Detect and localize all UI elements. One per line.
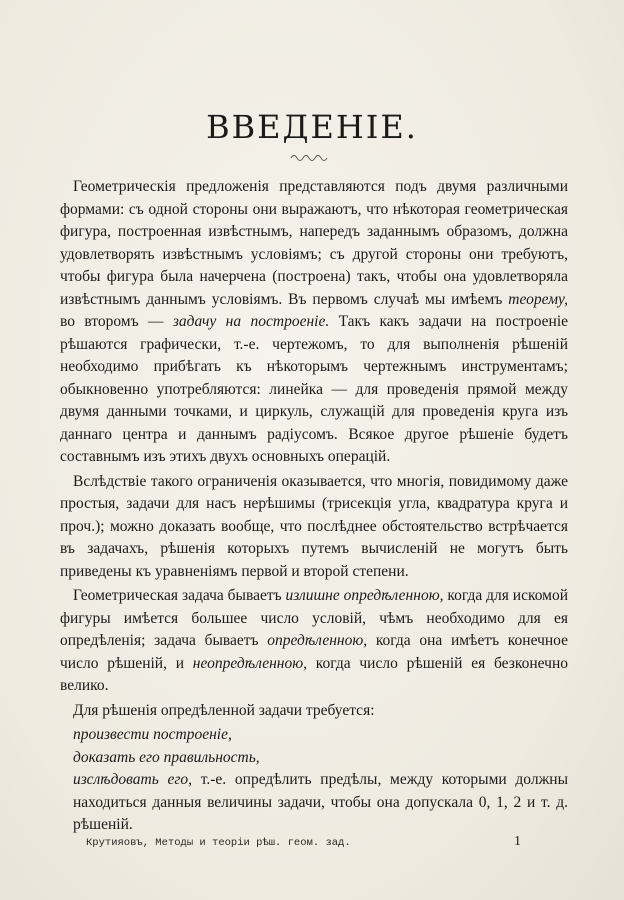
emphasis-overdetermined: излишне опредѣленною, [285, 587, 444, 604]
title-ornament [289, 152, 329, 162]
paragraph-4: Для рѣшенія опредѣленной задачи требуется: [73, 701, 375, 719]
body-text [60, 176, 568, 837]
requirement-1: произвести построеніе, [73, 726, 232, 743]
requirement-3: изслѣдовать его, т.-е. опредѣлить предѣлы, между которыми должны находиться данныя величины задачи, чтобы она допускала 0, 1, 2 и т. д. рѣшеній. [73, 771, 568, 833]
emphasis-construction-problem: задачу на построеніе. [172, 313, 330, 330]
paragraph-3: Геометрическая задача бываетъ излишне опредѣленною, когда для искомой фигуры имѣется большее число условій, чѣмъ необходимо для ея опредѣленія; задача бываетъ опредѣленною, когда она имѣетъ конечное число рѣшеній, и неопредѣленною, когда число рѣшеній ея безконечно велико. [60, 587, 569, 694]
emphasis-theorem: теорему, [508, 290, 568, 308]
paragraph-2: Вслѣдствіе такого ограниченія оказывается, что многія, повидимому даже простыя, задачи для насъ нерѣшимы (трисекція угла, квадратура круга и проч.); можно доказать вообще, что послѣднее обстоятельство встрѣчается въ задачахъ, рѣшенія которыхъ путемъ вычисленій не могутъ быть приведены къ уравненіямъ первой и второй степени. [60, 472, 568, 580]
requirement-2: доказать его правильность, [73, 748, 260, 766]
page-title: ВВЕДЕНІЕ. [206, 108, 418, 146]
paragraph-1: Геометрическія предложенія представляются подъ двумя различными формами: съ одной стороны они выражаютъ, что нѣкоторая геометрическая фигура, построенная извѣстнымъ, напередъ заданнымъ образомъ, должна удовлетворять извѣстнымъ условіямъ; съ другой стороны они требуютъ, чтобы фигура была начерчена (построена) такъ, чтобы она удовлетворяла извѣстнымъ даннымъ условіямъ. Въ первомъ случаѣ мы имѣемъ теорему, во второмъ — задачу на построеніе. Такъ какъ задачи на построеніе рѣшаются графически, т.-е. чертежомъ, то для выполненія рѣшеній необходимо прибѣгать къ нѣкоторымъ чертежнымъ инструментамъ; обыкновенно употребляются: линейка — для проведенія прямой между двумя данными точками, и циркуль, служащій для проведенія круга изъ даннаго центра и даннымъ радіусомъ. Всякое другое рѣшеніе будетъ составнымъ изъ этихъ двухъ основныхъ операцій. [60, 178, 569, 465]
page-number: 1 [514, 834, 521, 849]
footer-signature: Крутияовъ, Методы и теоріи рѣш. геом. зад. [86, 837, 351, 849]
emphasis-underdetermined: неопредѣленною, [192, 654, 308, 672]
emphasis-determined: опредѣленною, [267, 632, 368, 649]
